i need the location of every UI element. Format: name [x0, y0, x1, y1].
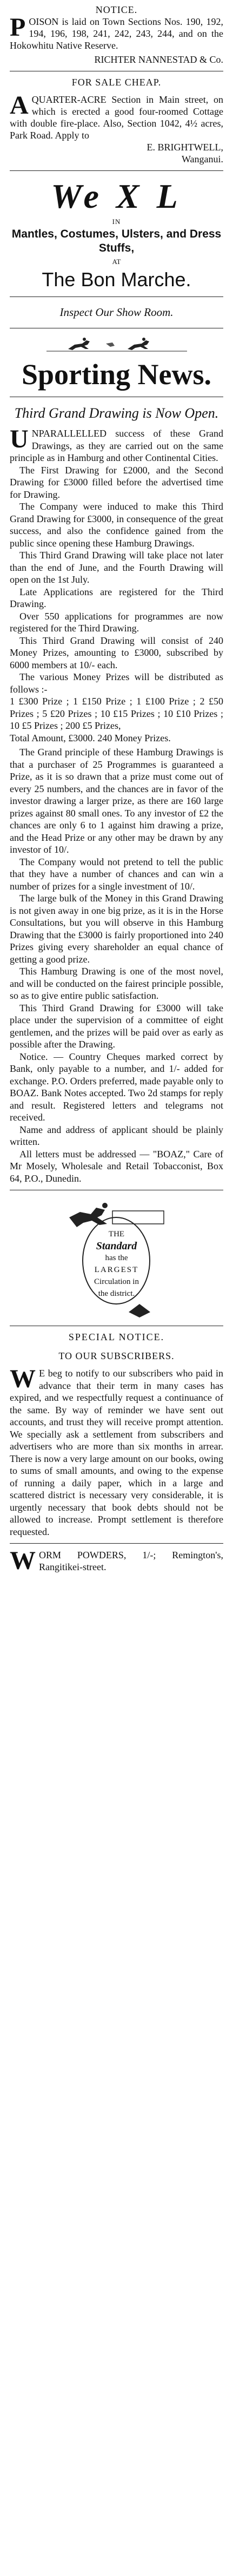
- special-notice-advert: [10, 1332, 223, 1538]
- for-sale-text: QUARTER-ACRE Section in Main street, on which is erected a good four-roomed Cottage with double fire-place. Also, Section 1042, 4½ acres, Park Road. Apply to: [10, 94, 223, 141]
- sporting-paragraph-11: This Hamburg Drawing is one of the most novel, and will be conducted on the fairest principle possible, so as to give entire public satisfaction.: [10, 966, 223, 1001]
- sporting-paragraph-8: The Grand principle of these Hamburg Drawings is that a purchaser of 25 Programmes is guaranteed a Prize, as it is so drawn that a prize must come out of every 25 numbers, and the chances are in favor of the investor drawing a larger prize, as there are 160 large prizes against 80 small ones. To any investor of £2 the chances are only 6 to 1 against him drawing a prize, and the Head Prize or any other may be drawn by any investor of 10/.: [10, 747, 223, 855]
- notice-signature: RICHTER NANNESTAD & Co.: [94, 54, 223, 65]
- badge-line-3: has the: [105, 1254, 128, 1262]
- badge-line-1: THE: [108, 1230, 125, 1238]
- badge-line-2: Standard: [96, 1240, 137, 1252]
- sporting-paragraph-3: This Third Grand Drawing will take place not later than the end of June, and the Fourth Drawing will open on the 1st July.: [10, 550, 223, 585]
- bon-marche-tagline: Inspect Our Show Room.: [59, 306, 174, 319]
- badge-line-6: the district.: [98, 1289, 135, 1298]
- badge-text: [58, 1228, 175, 1300]
- badge-line-4: LARGEST: [94, 1266, 139, 1274]
- prize-list: 1 £300 Prize ; 1 £150 Prize ; 1 £100 Prize ; 2 £50 Prizes ; 5 £20 Prizes ; 10 £15 Prizes ; 10 £10 Prizes ; 10 £5 Prizes ; 200 £5 Prizes,: [10, 696, 223, 731]
- sporting-paragraph-7: The various Money Prizes will be distributed as follows :-: [10, 671, 223, 695]
- for-sale-body: [10, 91, 223, 141]
- sporting-paragraph-10: The large bulk of the Money in this Grand Drawing is not given away in one big prize, as it is in the Horse Consultations, but you will observe in this Hamburg Drawing that the £3000 is fairly proportioned into 240 Prizes giving every shareholder an equal chance of getting a good prize.: [10, 893, 223, 965]
- bon-marche-at-label: AT: [112, 258, 121, 266]
- sporting-paragraph-5: Over 550 applications for programmes are now registered for the Third Drawing.: [10, 610, 223, 634]
- for-sale-title: FOR SALE CHEAP.: [71, 77, 162, 88]
- sporting-paragraph-14: Name and address of applicant should be plainly written.: [10, 1124, 223, 1147]
- notice-title: NOTICE.: [95, 4, 138, 15]
- sporting-paragraph-1: The First Drawing for £2000, and the Second Drawing for £3000 filled before the advertised time for Drawing.: [10, 464, 223, 500]
- special-notice-body: [10, 1367, 223, 1538]
- standard-badge-wrap: [10, 1196, 223, 1320]
- sporting-subheadline: Third Grand Drawing is Now Open.: [14, 405, 219, 421]
- sporting-paragraph-2: The Company were induced to make this Third Grand Drawing for £3000, in consequence of the great success, and also the confidence gained from the public since opening these Hamburg Drawings.: [10, 501, 223, 549]
- special-notice-text: E beg to notify to our subscribers who paid in advance that their term in many cases has expired, and we respectfully request a continuance of the same. By way of reminder we have sent out accounts, and trust they will receive prompt attention. We specially ask a settlement from subscribers and advertisers who are more than six months in arrear. There is now a very large amount on our books, owing to sums of small amounts, and owing to the expense of running a daily paper, which in a large and scattered district is necessary very considerable, it is urgently necessary that book debts should not be allowed to increase. Prompt settlement is therefore requested.: [10, 1368, 223, 1537]
- sporting-paragraph-0: NPARALLELLED success of these Grand Drawings, as they are carried out on the same principle as in Hamburg and other Continental Cities.: [10, 428, 223, 463]
- bon-marche-goods: Mantles, Costumes, Ulsters, and Dress Stuffs,: [11, 228, 222, 254]
- sporting-headline: Sporting News.: [21, 358, 212, 391]
- divider: [10, 170, 223, 171]
- bon-marche-in-label: IN: [112, 218, 121, 226]
- worm-drop-cap: W: [10, 1546, 36, 1575]
- bon-marche-advert: [10, 176, 223, 319]
- for-sale-location: Wanganui.: [181, 154, 223, 164]
- sporting-paragraph-9: The Company would not pretend to tell the public that they have a number of chances and can win a number of prizes for a single investment of 10/.: [10, 856, 223, 892]
- newspaper-column: [10, 0, 223, 1573]
- notice-drop-cap: P: [10, 13, 26, 42]
- sporting-drop-cap: U: [10, 425, 29, 453]
- sporting-paragraph-6: This Third Grand Drawing will consist of 240 Money Prizes, amounting to £3000, subscribed by 6000 members at 10/- each.: [10, 635, 223, 670]
- special-notice-title: SPECIAL NOTICE.: [68, 1332, 165, 1342]
- sporting-news-advert: [10, 334, 223, 1184]
- worm-powders-advert: [10, 1546, 223, 1575]
- sporting-paragraph-13: Notice. — Country Cheques marked correct by Bank, only payable to a number, and 1/- added for exchange. P.O. Orders preferred, made payable only to BOAZ. Bank Notes accepted. Two 2d stamps for reply and result. Registered letters and telegrams not received.: [10, 1051, 223, 1123]
- for-sale-signature: E. BRIGHTWELL,: [147, 142, 223, 153]
- standard-badge: [58, 1196, 175, 1320]
- sporting-paragraph-15: All letters must be addressed — "BOAZ," Care of Mr Mosely, Wholesale and Retail Tobacconist, Box 64, P.O., Dunedin.: [10, 1148, 223, 1184]
- for-sale-drop-cap: A: [10, 91, 29, 120]
- special-notice-subtitle: TO OUR SUBSCRIBERS.: [58, 1350, 175, 1361]
- prize-total: Total Amount, £3000. 240 Money Prizes.: [10, 732, 171, 743]
- bon-marche-headline: We X L: [51, 177, 182, 215]
- notice-text: OISON is laid on Town Sections Nos. 190, 192, 194, 196, 198, 241, 242, 243, 244, and on the Hokowhitu Native Reserve.: [10, 16, 223, 51]
- for-sale-advert: [10, 77, 223, 165]
- horse-racing-illustration: [46, 334, 187, 355]
- sporting-paragraph: [10, 427, 223, 464]
- special-notice-drop-cap: W: [10, 1365, 36, 1393]
- divider: [10, 1543, 223, 1544]
- notice-advert: [10, 4, 223, 65]
- bon-marche-store-name: The Bon Marche.: [42, 268, 191, 291]
- sporting-paragraph-12: This Third Grand Drawing for £3000 will take place under the supervision of a committee of eight gentlemen, and the prizes will be paid over as early as possible after the Drawing.: [10, 1002, 223, 1050]
- notice-body: [10, 13, 223, 51]
- badge-line-5: Circulation in: [94, 1277, 139, 1286]
- worm-text: ORM POWDERS, 1/-; Remington's, Rangitikei-street.: [39, 1550, 223, 1572]
- sporting-paragraph-4: Late Applications are registered for the Third Drawing.: [10, 586, 223, 609]
- worm-body: [10, 1546, 223, 1575]
